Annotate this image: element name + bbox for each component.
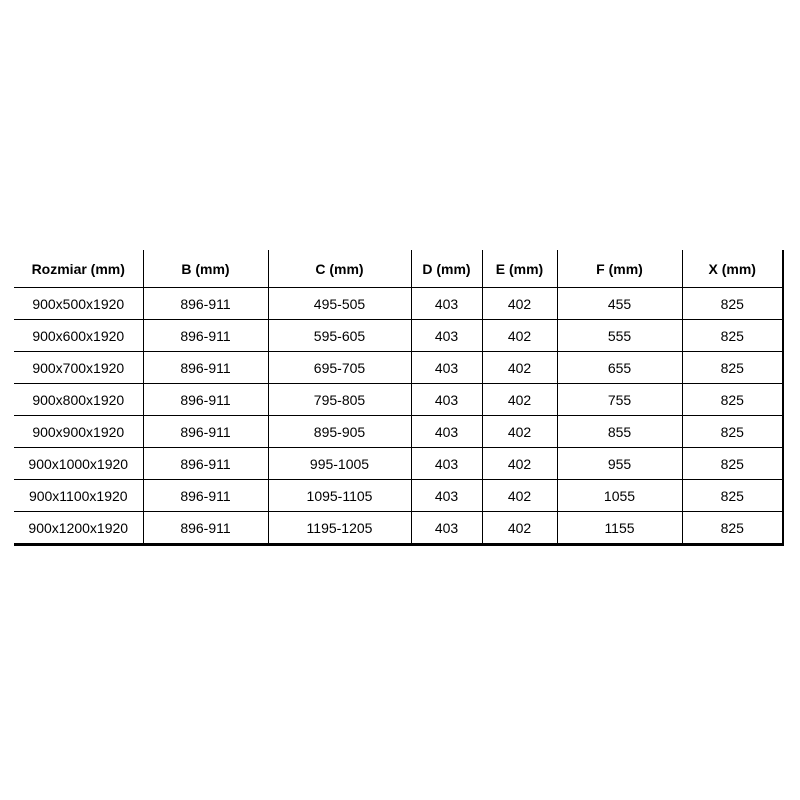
table-row — [14, 352, 783, 384]
column-header-3: D (mm) — [411, 250, 482, 288]
table-cell: 825 — [682, 384, 783, 416]
table-cell: 402 — [482, 384, 557, 416]
table-cell: 403 — [411, 352, 482, 384]
table-cell: 455 — [557, 288, 682, 320]
table-cell: 896-911 — [143, 320, 268, 352]
table-cell: 495-505 — [268, 288, 411, 320]
table-cell: 825 — [682, 352, 783, 384]
table-cell: 895-905 — [268, 416, 411, 448]
table-cell: 402 — [482, 512, 557, 545]
table-cell: 896-911 — [143, 448, 268, 480]
table-cell: 896-911 — [143, 480, 268, 512]
table-cell: 1195-1205 — [268, 512, 411, 545]
table-cell: 900x700x1920 — [14, 352, 143, 384]
table-cell: 900x1100x1920 — [14, 480, 143, 512]
table-cell: 403 — [411, 512, 482, 545]
size-table — [14, 250, 784, 546]
table-cell: 900x800x1920 — [14, 384, 143, 416]
table-cell: 900x600x1920 — [14, 320, 143, 352]
table-row — [14, 288, 783, 320]
table-cell: 825 — [682, 288, 783, 320]
table-cell: 900x900x1920 — [14, 416, 143, 448]
table-cell: 755 — [557, 384, 682, 416]
table-cell: 402 — [482, 480, 557, 512]
table-cell: 403 — [411, 288, 482, 320]
table-cell: 695-705 — [268, 352, 411, 384]
table-cell: 896-911 — [143, 288, 268, 320]
table-cell: 900x1200x1920 — [14, 512, 143, 545]
column-header-0: Rozmiar (mm) — [14, 250, 143, 288]
table-cell: 402 — [482, 288, 557, 320]
table-cell: 403 — [411, 384, 482, 416]
table-cell: 825 — [682, 512, 783, 545]
table-cell: 402 — [482, 448, 557, 480]
table-row — [14, 480, 783, 512]
table-cell: 896-911 — [143, 384, 268, 416]
table-body — [14, 288, 783, 545]
table-cell: 855 — [557, 416, 682, 448]
column-header-4: E (mm) — [482, 250, 557, 288]
column-header-6: X (mm) — [682, 250, 783, 288]
table-head — [14, 250, 783, 288]
table-cell: 402 — [482, 416, 557, 448]
table-row — [14, 384, 783, 416]
table-cell: 403 — [411, 416, 482, 448]
table-row — [14, 448, 783, 480]
table-cell: 825 — [682, 320, 783, 352]
table-cell: 825 — [682, 480, 783, 512]
table-cell: 900x1000x1920 — [14, 448, 143, 480]
table-cell: 896-911 — [143, 512, 268, 545]
table-cell: 555 — [557, 320, 682, 352]
table-cell: 402 — [482, 320, 557, 352]
table-cell: 896-911 — [143, 416, 268, 448]
table-header-row — [14, 250, 783, 288]
table-cell: 795-805 — [268, 384, 411, 416]
table-cell: 995-1005 — [268, 448, 411, 480]
table-cell: 402 — [482, 352, 557, 384]
table-cell: 403 — [411, 480, 482, 512]
table-cell: 1155 — [557, 512, 682, 545]
table-row — [14, 416, 783, 448]
table-cell: 595-605 — [268, 320, 411, 352]
table-cell: 403 — [411, 448, 482, 480]
column-header-2: C (mm) — [268, 250, 411, 288]
table-cell: 1095-1105 — [268, 480, 411, 512]
column-header-1: B (mm) — [143, 250, 268, 288]
table-cell: 825 — [682, 416, 783, 448]
column-header-5: F (mm) — [557, 250, 682, 288]
table-cell: 403 — [411, 320, 482, 352]
table-cell: 900x500x1920 — [14, 288, 143, 320]
table-cell: 825 — [682, 448, 783, 480]
table-cell: 655 — [557, 352, 682, 384]
table-cell: 955 — [557, 448, 682, 480]
table-cell: 896-911 — [143, 352, 268, 384]
table-row — [14, 512, 783, 545]
table-row — [14, 320, 783, 352]
table-cell: 1055 — [557, 480, 682, 512]
